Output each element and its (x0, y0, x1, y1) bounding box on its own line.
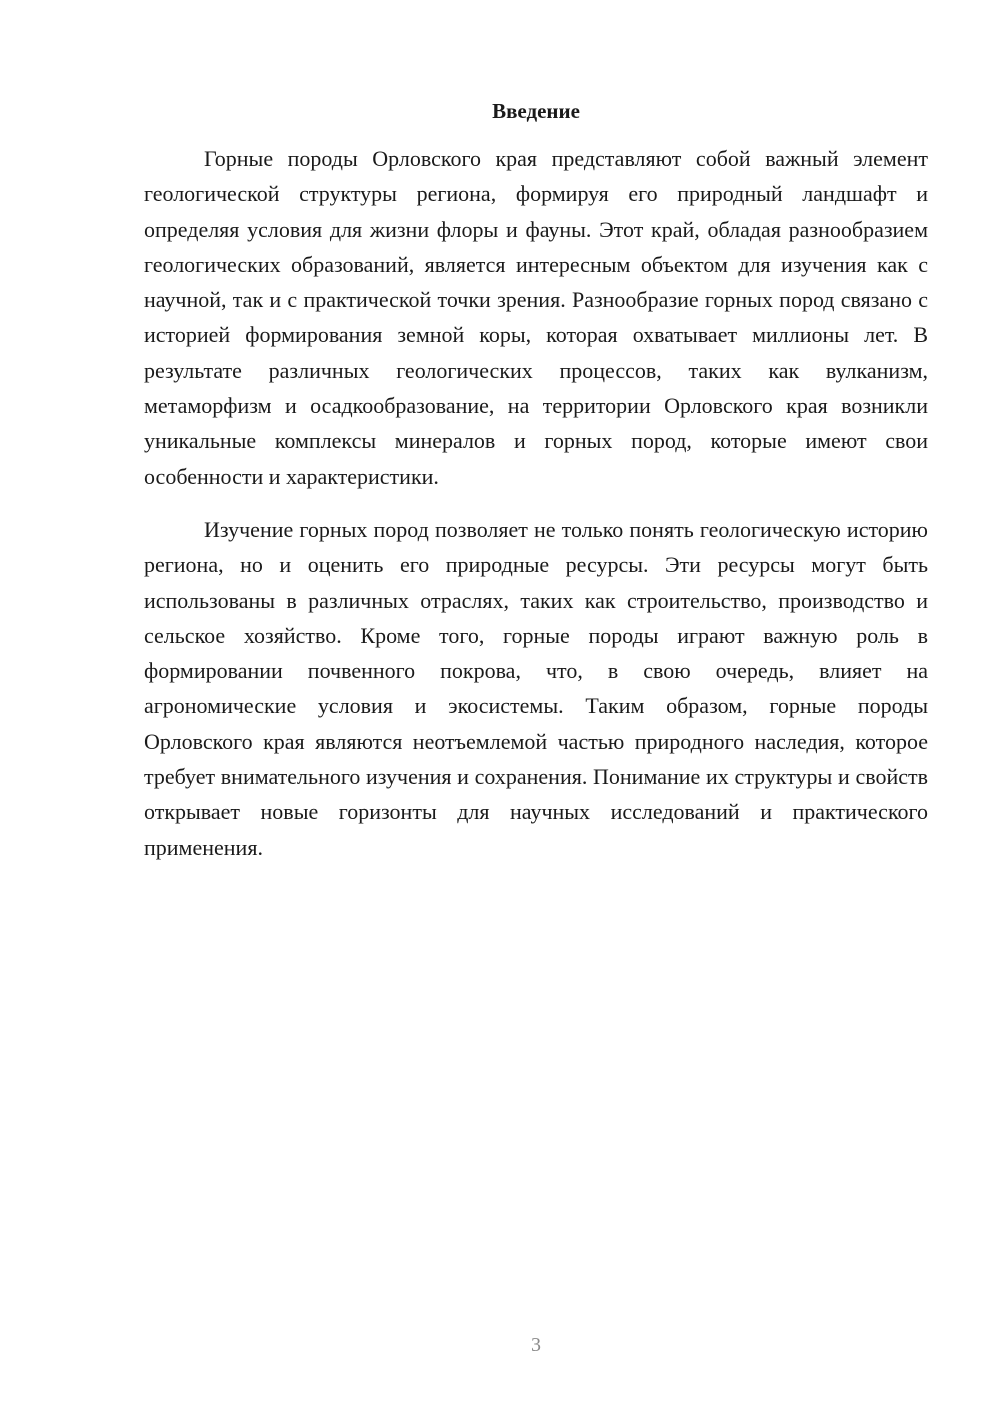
page-number: 3 (531, 1334, 541, 1356)
paragraph: Горные породы Орловского края представляют собой важный элемент геологической структуры региона, формируя его природный ландшафт и определяя условия для жизни флоры и фауны. Этот край, обладая разнообразием геологических образований, является интересным объектом для изучения как с научной, так и с практической точки зрения. Разнообразие горных пород связано с историей формирования земной коры, которая охватывает миллионы лет. В результате различных геологических процессов, таких как вулканизм, метаморфизм и осадкообразование, на территории Орловского края возникли уникальные комплексы минералов и горных пород, которые имеют свои особенности и характеристики. (144, 146, 928, 489)
paragraph: Изучение горных пород позволяет не только понять геологическую историю региона, но и оценить его природные ресурсы. Эти ресурсы могут быть использованы в различных отраслях, таких как строительство, производство и сельское хозяйство. Кроме того, горные породы играют важную роль в формировании почвенного покрова, что, в свою очередь, влияет на агрономические условия и экосистемы. Таким образом, горные породы Орловского края являются неотъемлемой частью природного наследия, которое требует внимательного изучения и сохранения. Понимание их структуры и свойств открывает новые горизонты для научных исследований и практического применения. (144, 516, 928, 860)
page-title: Введение (492, 99, 580, 123)
body-text (144, 141, 928, 865)
